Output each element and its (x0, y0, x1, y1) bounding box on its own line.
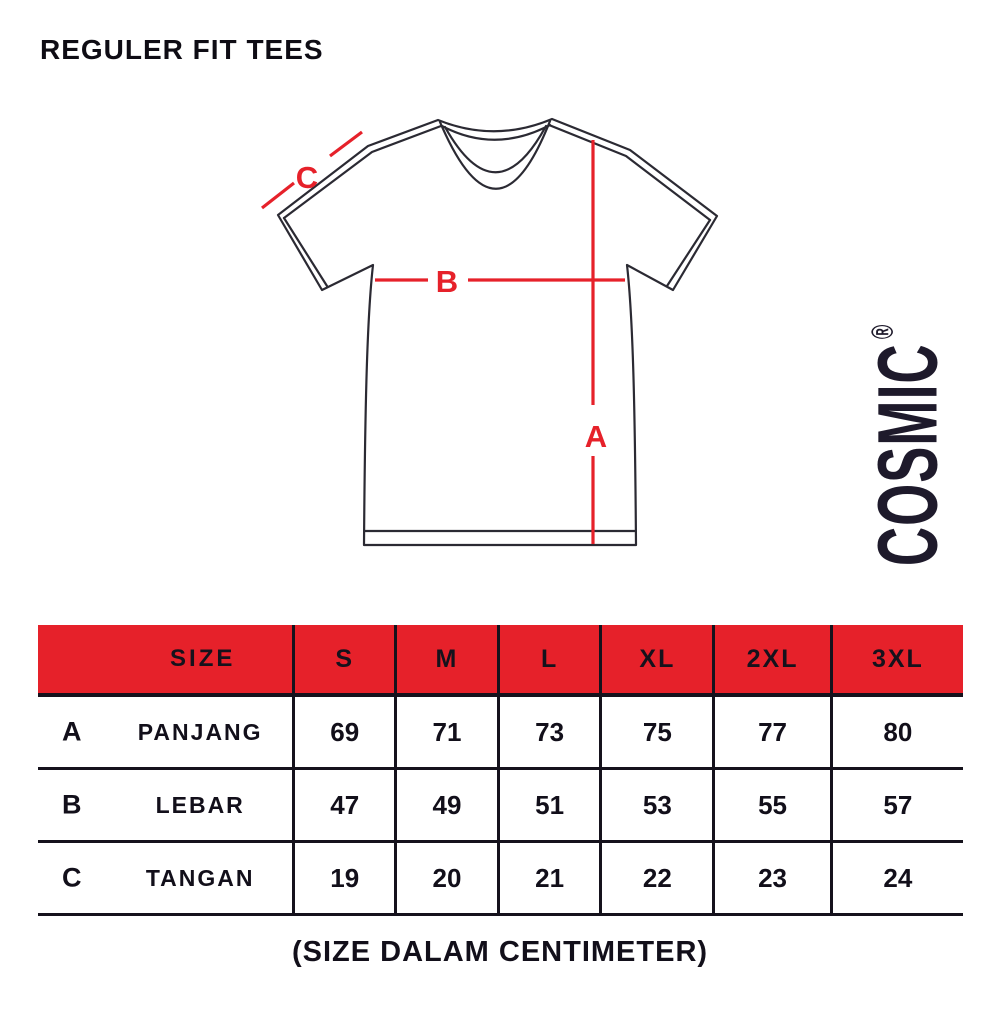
brand-logo (859, 318, 956, 573)
cell-value: 80 (830, 697, 963, 767)
col-header-xl: XL (599, 625, 712, 693)
col-header-3xl: 3XL (830, 625, 963, 693)
cell-value: 77 (712, 697, 829, 767)
col-header-m: M (394, 625, 497, 693)
cell-value: 22 (599, 843, 712, 913)
brand-name: COSMIC (859, 343, 956, 567)
label-a: A (584, 419, 608, 454)
cell-value: 21 (497, 843, 600, 913)
page-title: REGULER FIT TEES (40, 34, 324, 65)
col-header-size: SIZE (170, 645, 236, 672)
footer-note: (SIZE DALAM CENTIMETER) (291, 936, 709, 968)
label-b: B (435, 264, 459, 299)
row-label: TANGAN (145, 864, 255, 891)
registered-mark: ® (865, 323, 900, 340)
table-row-tangan (38, 843, 963, 916)
table-header-row (38, 625, 963, 697)
row-key: C (62, 862, 82, 893)
row-label: PANJANG (137, 718, 263, 745)
col-header-l: L (497, 625, 600, 693)
row-label-cell (38, 697, 292, 767)
table-row-panjang (38, 697, 963, 770)
cell-value: 57 (830, 770, 963, 840)
cell-value: 55 (712, 770, 829, 840)
cell-value: 19 (292, 843, 394, 913)
cell-value: 23 (712, 843, 829, 913)
cell-value: 49 (394, 770, 497, 840)
tshirt-outline (278, 119, 717, 545)
cell-value: 73 (497, 697, 600, 767)
col-header-s: S (292, 625, 394, 693)
cell-value: 71 (394, 697, 497, 767)
cell-value: 47 (292, 770, 394, 840)
tshirt-body-path (278, 119, 717, 545)
cell-value: 51 (497, 770, 600, 840)
sleeve-measure-line-upper (262, 183, 294, 208)
cell-value: 53 (599, 770, 712, 840)
cell-value: 75 (599, 697, 712, 767)
size-table (38, 625, 963, 916)
col-header-2xl: 2XL (712, 625, 829, 693)
row-label: LEBAR (155, 791, 245, 818)
row-label-cell (38, 770, 292, 840)
tshirt-illustration (240, 98, 760, 580)
row-label-cell (38, 843, 292, 913)
row-key: A (62, 716, 82, 747)
brand-logo-text (859, 324, 957, 566)
sleeve-measure-line-lower (330, 132, 362, 156)
cell-value: 69 (292, 697, 394, 767)
row-key: B (62, 789, 82, 820)
cell-value: 24 (830, 843, 963, 913)
label-c: C (295, 160, 319, 195)
cell-value: 20 (394, 843, 497, 913)
table-row-lebar (38, 770, 963, 843)
tshirt-diagram (240, 98, 760, 580)
